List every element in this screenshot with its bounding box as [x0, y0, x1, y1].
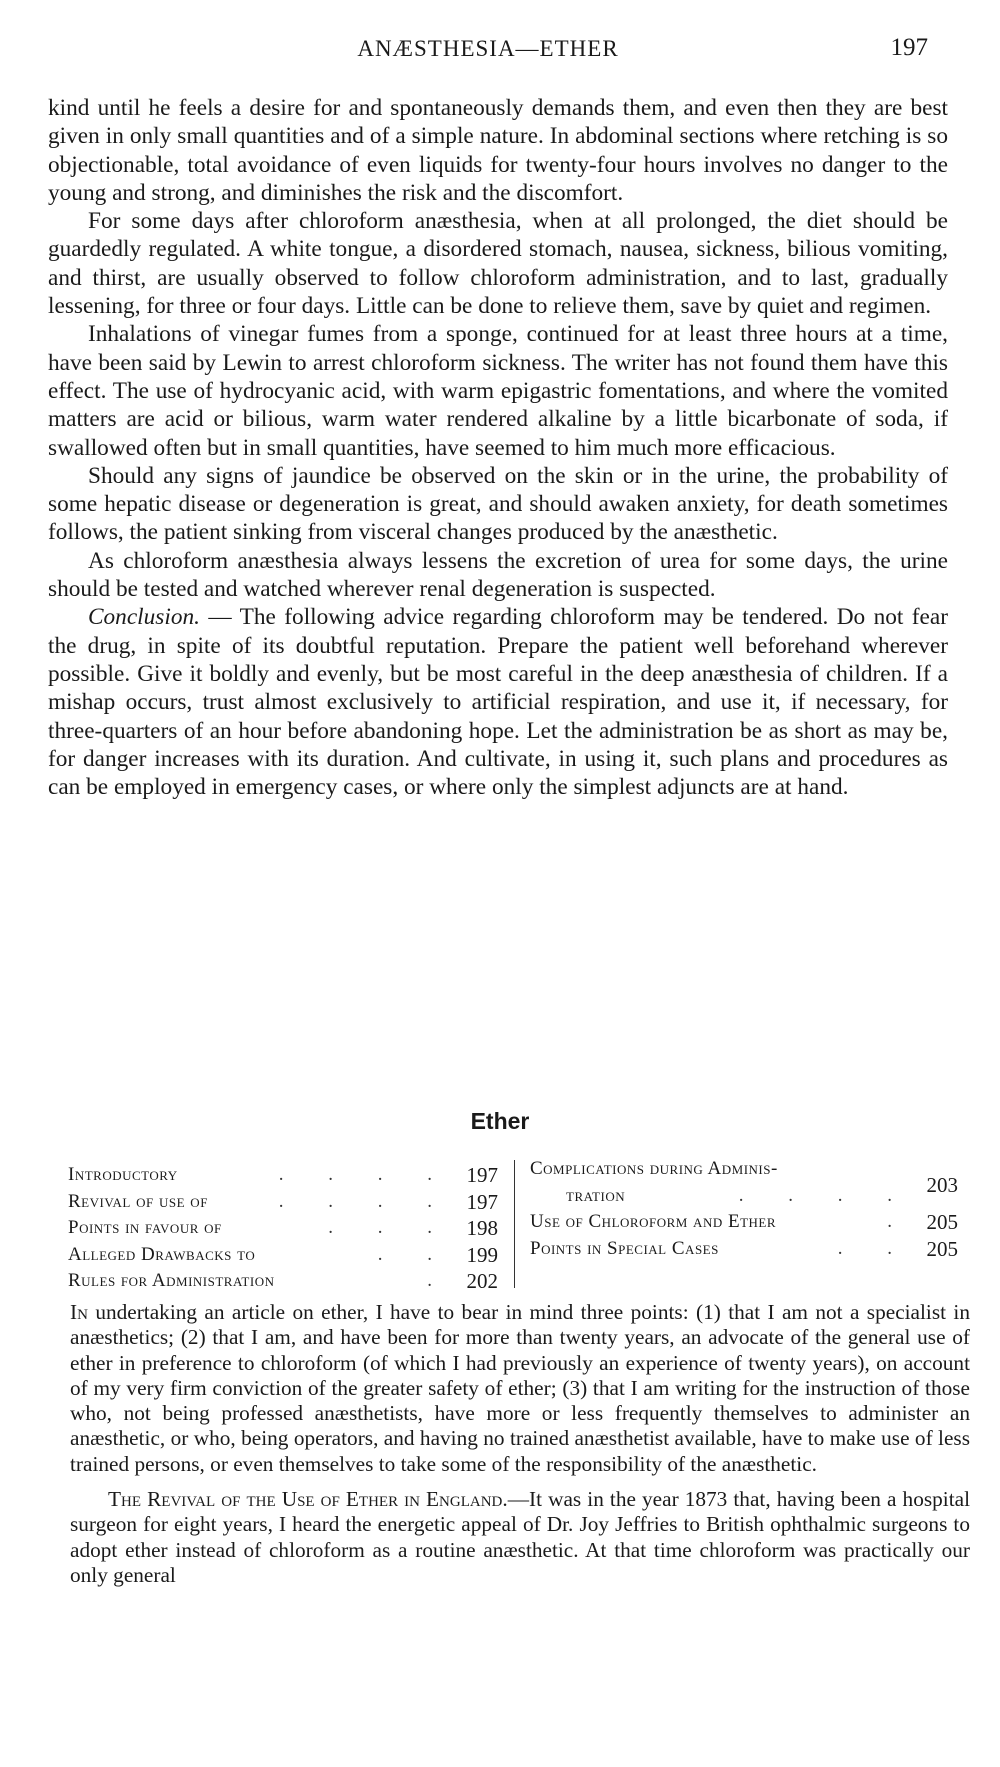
section-title: Ether — [470, 1108, 530, 1134]
contents-entry — [68, 1268, 498, 1295]
dot-leader: . . . — [328, 1217, 452, 1238]
contents-entry-page: 205 — [926, 1210, 958, 1234]
contents-entry — [530, 1236, 958, 1263]
dot-leader: . — [887, 1211, 912, 1232]
contents-entry-label: Complications during Adminis- — [530, 1158, 778, 1179]
dot-leader: . . . . — [278, 1190, 452, 1212]
conclusion-lead: Conclusion. — [88, 604, 200, 631]
contents-entry-label: Alleged Drawbacks to — [68, 1243, 256, 1265]
contents-entry-label: Points in favour of — [68, 1217, 222, 1238]
contents-column-right — [530, 1156, 958, 1262]
contents-entry — [530, 1156, 958, 1209]
contents-entry-page: 197 — [466, 1163, 498, 1187]
contents-entry-page: 197 — [466, 1189, 498, 1214]
dot-leader: . . — [837, 1237, 912, 1259]
chloroform-text — [48, 94, 948, 801]
contents-entry-page: 198 — [466, 1216, 498, 1240]
conclusion-paragraph — [48, 603, 948, 801]
paragraph: As chloroform anæsthesia always lessens the excretion of urea for some days, the urine should be tested and watched wherever renal degeneration is suspected. — [48, 547, 948, 603]
paragraph: For some days after chloroform anæsthesia, when at all prolonged, the diet should be guardedly regulated. A white tongue, a disordered stomach, nausea, sickness, bilious vomiting, and thirst, are usually observed to follow chloroform administration, and to last, gradually lessening, for three or four days. Little can be done to relieve them, save by quiet and regimen. — [48, 208, 948, 320]
column-divider — [514, 1160, 515, 1288]
contents-entry-label: Revival of use of — [68, 1190, 208, 1212]
paragraph: kind until he feels a desire for and spontaneously demands them, and even then they are best given in only small quantities and of a simple nature. In abdominal sections where retching is so objectionable, total avoidance of even liquids for twenty-four hours involves no danger to the young and strong, and diminishes the risk and the discomfort. — [48, 95, 948, 206]
dot-leader: . . — [377, 1243, 452, 1265]
contents-entry-page: 202 — [466, 1269, 498, 1293]
ether-text — [70, 1300, 970, 1598]
contents-entry-page: 199 — [466, 1242, 498, 1267]
contents-entry-label: Points in Special Cases — [530, 1237, 719, 1259]
contents-entry — [68, 1215, 498, 1242]
section-contents — [68, 1156, 958, 1292]
intro-text: undertaking an article on ether, I have to bear in mind three points: (1) that I am not a specialist in anæsthetics; (2) that I am, and have been for more than twenty years, an advocate of the general use of ether in preference to chloroform (of which I had previously an experience of twenty years), on account of my very firm conviction of the greater safety of ether; (3) that I am writing for the instruction of those who, not being professed anæsthetists, have more or less frequently themselves to administer an anæsthetic, or who, being operators, and having no trained anæsthetist available, have to make use of less trained persons, or even themselves to take some of the responsibility of the anæsthetic. — [70, 1300, 970, 1476]
intro-paragraph — [70, 1300, 970, 1477]
contents-entry-label: Rules for Administration — [68, 1270, 275, 1291]
page-number: 197 — [890, 34, 928, 61]
paragraph: Should any signs of jaundice be observed on the skin or in the urine, the probability of some hepatic disease or degeneration is great, and should awaken anxiety, for death sometimes follows, the patient sinking from visceral changes produced by the anæsthetic. — [48, 462, 948, 546]
revival-lead: The Revival of the Use of Ether in England. — [108, 1487, 508, 1512]
conclusion-text: — The following advice regarding chloroform may be tendered. Do not fear the drug, in spite of its doubtful reputation. Prepare the patient well beforehand wherever possible. Give it boldly and evenly, but be most careful in the deep anæsthesia of children. If a mishap occurs, trust almost exclusively to artificial respiration, and use it, if necessary, for three-quarters of an hour before abandoning hope. Let the administration be as short as may be, for danger increases with its duration. And cultivate, in using it, such plans and procedures as can be employed in emergency cases, or where only the simplest adjuncts are at hand. — [48, 604, 948, 801]
contents-entry-page: 205 — [926, 1236, 958, 1261]
paragraph: Inhalations of vinegar fumes from a sponge, continued for at least three hours at a time, have been said by Lewin to arrest chloroform sickness. The writer has not found them have this effect. The use of hydrocyanic acid, with warm epigastric fomentations, and where the vomited matters are acid or bilious, warm water rendered alkaline by a little bicarbonate of soda, if swallowed often but in small quantities, have seemed to him much more efficacious. — [48, 321, 948, 461]
contents-entry-label-continued: tration — [566, 1184, 626, 1206]
contents-entry-label: Use of Chloroform and Ether — [530, 1211, 777, 1232]
running-head — [48, 36, 928, 76]
intro-lead: In — [70, 1300, 88, 1324]
dot-leader: . . . . — [278, 1164, 452, 1185]
dot-leader: . — [427, 1270, 452, 1291]
running-title: ANÆSTHESIA—ETHER — [357, 36, 619, 61]
revival-text: —It was in the year 1873 that, having been a hospital surgeon for eight years, I heard the energetic appeal of Dr. Joy Jeffries to British ophthalmic surgeons to adopt ether instead of chloroform as a routine anæsthetic. At that time chloroform was practically our only general — [70, 1487, 970, 1587]
contents-entry — [530, 1209, 958, 1236]
contents-entry — [68, 1242, 498, 1269]
contents-entry — [68, 1189, 498, 1216]
contents-entry-page: 203 — [926, 1173, 958, 1197]
contents-column-left — [68, 1162, 498, 1295]
contents-entry — [68, 1162, 498, 1189]
dot-leader: . . . . — [738, 1184, 912, 1206]
revival-paragraph — [70, 1487, 970, 1588]
contents-entry-label: Introductory — [68, 1164, 178, 1185]
